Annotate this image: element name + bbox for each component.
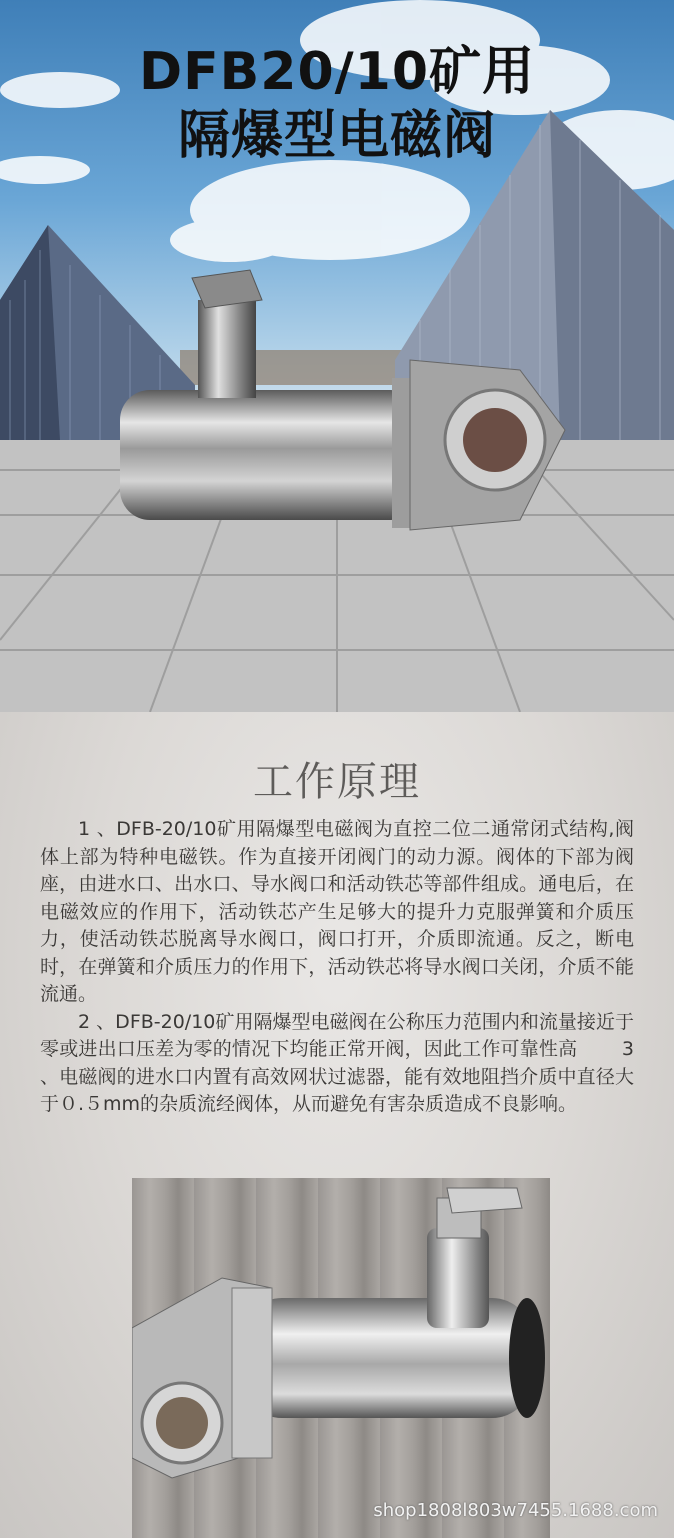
hero-title-line1: DFB20/10矿用	[138, 42, 536, 102]
shop-watermark: shop1808l803w7455.1688.com	[373, 1500, 658, 1521]
hero-title	[0, 40, 674, 168]
principle-paragraph-2: 2 、DFB-20/10矿用隔爆型电磁阀在公称压力范围内和流量接近于零或进出口压差为零的情况下均能正常开阀，因此工作可靠性高 3 、电磁阀的进水口内置有高效网状过滤器，能有效地阻挡介质中直径大于０.５mm的杂质流经阀体，从而避免有害杂质造成不良影响。	[40, 1010, 634, 1115]
section-heading: 工作原理	[253, 759, 421, 805]
principle-paragraph-1: 1 、DFB-20/10矿用隔爆型电磁阀为直控二位二通常闭式结构,阀体上部为特种电磁铁。作为直接开闭阀门的动力源。阀体的下部为阀座，由进水口、出水口、导水阀口和活动铁芯等部件组成。通电后，在电磁效应的作用下，活动铁芯产生足够大的提升力克服弹簧和介质压力，使活动铁芯脱离导水阀口，阀口打开，介质即流通。反之，断电时，在弹簧和介质压力的作用下，活动铁芯将导水阀口关闭，介质不能流通。	[40, 818, 634, 1005]
solenoid-valve-photo	[132, 1178, 550, 1538]
hero-banner	[0, 0, 674, 712]
principle-description	[40, 816, 634, 1119]
product-photo	[132, 1178, 550, 1538]
hero-title-line2: 隔爆型电磁阀	[177, 106, 496, 166]
